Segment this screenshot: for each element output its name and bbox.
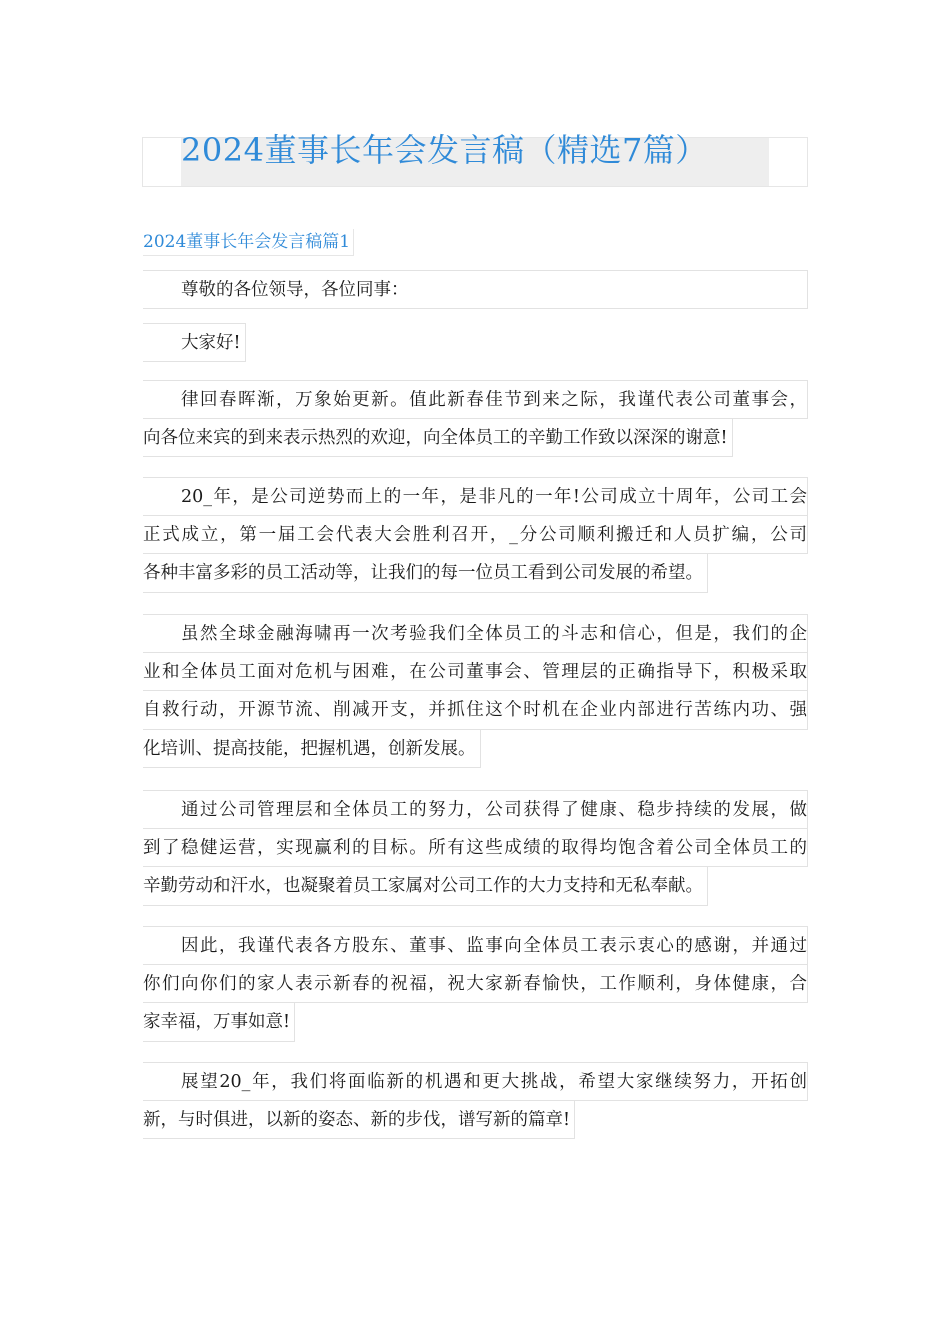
paragraph-line: 律回春晖渐，万象始更新。值此新春佳节到来之际，我谨代表公司董事会，	[143, 380, 808, 419]
paragraph-line: 你们向你们的家人表示新春的祝福，祝大家新春愉快，工作顺利，身体健康，合	[143, 965, 808, 1004]
paragraph-line: 化培训、提高技能，把握机遇，创新发展。	[143, 730, 481, 769]
paragraph-hello	[143, 323, 808, 363]
paragraph-crisis	[143, 614, 808, 768]
paragraph-line: 展望20_年，我们将面临新的机遇和更大挑战，希望大家继续努力，开拓创	[143, 1062, 808, 1101]
paragraph-line: 虽然全球金融海啸再一次考验我们全体员工的斗志和信心，但是，我们的企	[143, 614, 808, 653]
paragraph-thanks	[143, 926, 808, 1042]
paragraph-line: 新，与时俱进，以新的姿态、新的步伐，谱写新的篇章!	[143, 1101, 575, 1140]
paragraph-line: 尊敬的各位领导，各位同事：	[143, 270, 808, 309]
paragraph-line: 家幸福，万事如意!	[143, 1003, 295, 1042]
paragraph-outlook	[143, 1062, 808, 1139]
document-title: 2024董事长年会发言稿（精选7篇）	[181, 131, 708, 169]
paragraph-line: 业和全体员工面对危机与困难，在公司董事会、管理层的正确指导下，积极采取	[143, 653, 808, 692]
paragraph-greeting	[143, 270, 808, 309]
paragraph-line: 大家好!	[143, 323, 246, 362]
paragraph-line: 因此，我谨代表各方股东、董事、监事向全体员工表示衷心的感谢，并通过	[143, 926, 808, 965]
paragraph-line: 通过公司管理层和全体员工的努力，公司获得了健康、稳步持续的发展，做	[143, 790, 808, 829]
section-heading: 2024董事长年会发言稿篇1	[143, 229, 354, 256]
paragraph-line: 到了稳健运营，实现赢利的目标。所有这些成绩的取得均饱含着公司全体员工的	[143, 829, 808, 868]
paragraph-line: 向各位来宾的到来表示热烈的欢迎，向全体员工的辛勤工作致以深深的谢意!	[143, 419, 733, 458]
paragraph-line: 辛勤劳动和汗水，也凝聚着员工家属对公司工作的大力支持和无私奉献。	[143, 867, 708, 906]
paragraph-anniversary	[143, 477, 808, 593]
paragraph-line: 自救行动，开源节流、削减开支，并抓住这个时机在企业内部进行苦练内功、强	[143, 691, 808, 730]
paragraph-line: 正式成立，第一届工会代表大会胜利召开，_分公司顺利搬迁和人员扩编，公司	[143, 516, 808, 555]
paragraph-new-year	[143, 380, 808, 457]
paragraph-line: 20_年，是公司逆势而上的一年，是非凡的一年!公司成立十周年，公司工会	[143, 477, 808, 516]
paragraph-line: 各种丰富多彩的员工活动等，让我们的每一位员工看到公司发展的希望。	[143, 554, 708, 593]
paragraph-achievements	[143, 790, 808, 906]
